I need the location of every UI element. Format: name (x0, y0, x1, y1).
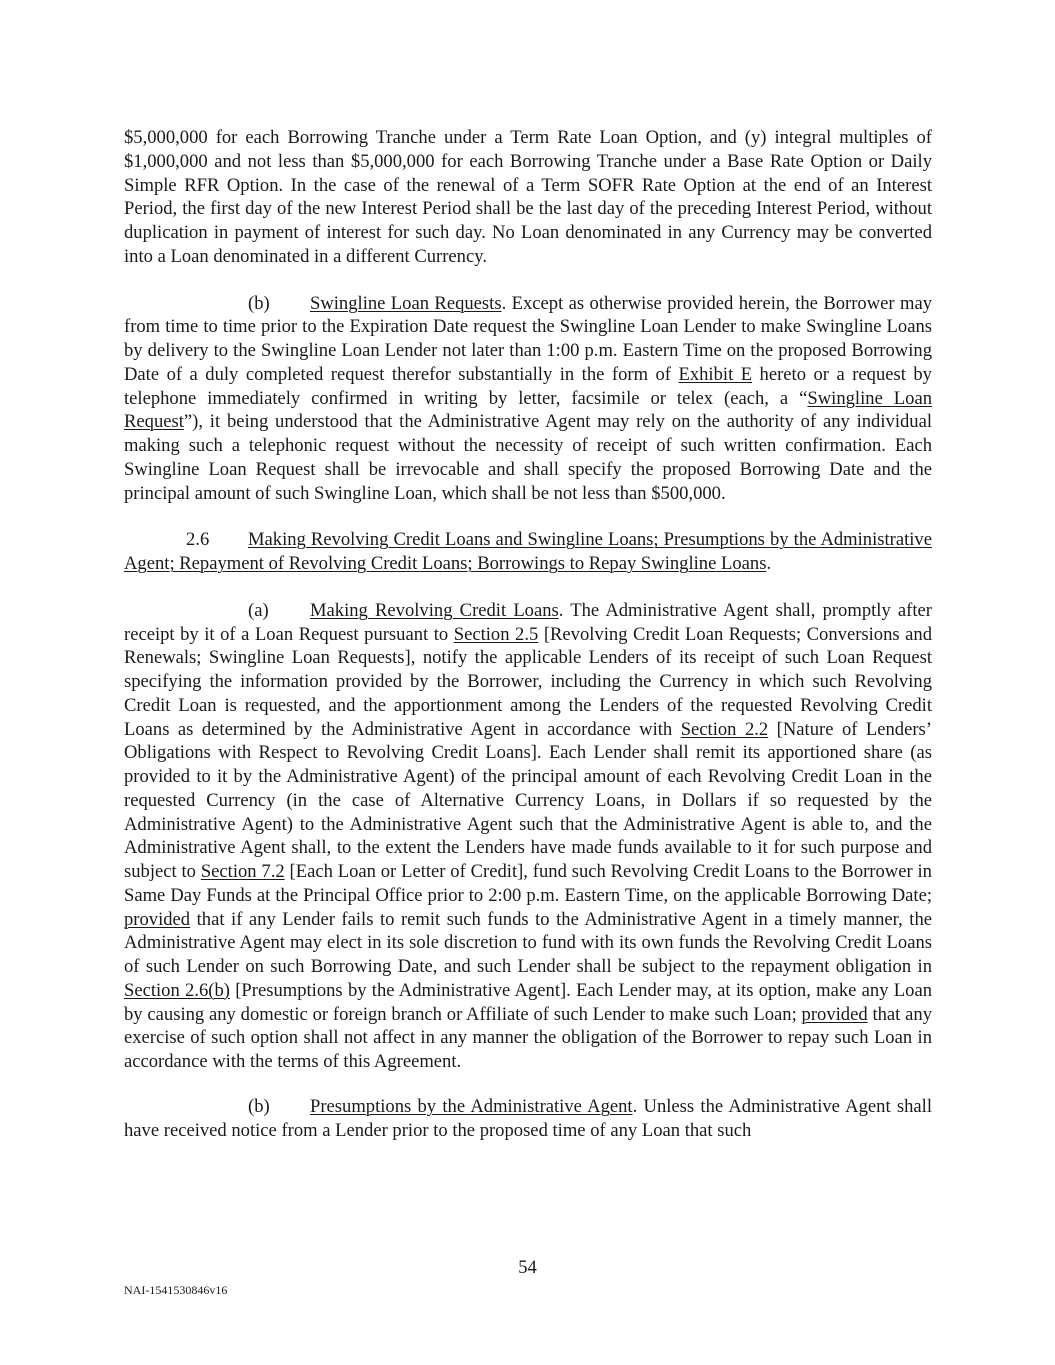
paragraph-text: $5,000,000 for each Borrowing Tranche under a Term Rate Loan Option, and (y) integral multiples of $1,000,000 and not less than $5,000,000 for each Borrowing Tranche under a Base Rate Option or Daily Simple RFR Option. In the case of the renewal of a Term SOFR Rate Option at the end of an Interest Period, the first day of the new Interest Period shall be the last day of the preceding Interest Period, without duplication in payment of interest for such day. No Loan denominated in any Currency may be converted into a Loan denominated in a different Currency. (124, 127, 932, 267)
section-heading-2-6: 2.6 Making Revolving Credit Loans and Swingline Loans; Presumptions by the Administrative Agent; Repayment of Revolving Credit Loans; Borrowings to Repay Swingline Loans. (124, 529, 932, 574)
clause-label: (b) (248, 1095, 270, 1117)
clause-heading: Presumptions by the Administrative Agent (310, 1095, 633, 1117)
section-number: 2.6 (186, 529, 210, 551)
defined-term: Swingline Loan Request (124, 387, 932, 433)
paragraph-presumptions: (b) Presumptions by the Administrative Agent. Unless the Administrative Agent shall have received notice from a Lender prior to the proposed time of any Loan that such (124, 1095, 932, 1141)
paragraph-swingline-loan-requests: (b) Swingline Loan Requests. Except as otherwise provided herein, the Borrower may from time to time prior to the Expiration Date request the Swingline Loan Lender to make Swingline Loans by delivery to the Swingline Loan Lender not later than 1:00 p.m. Eastern Time on the proposed Borrowing Date of a duly completed request therefor substantially in the form of Exhibit E hereto or a request by telephone immediately confirmed in writing by letter, facsimile or telex (each, a “Swingline Loan Request”), it being understood that the Administrative Agent may rely on the authority of any individual making such a telephonic request without the necessity of receipt of such written confirmation. Each Swingline Loan Request shall be irrevocable and shall specify the proposed Borrowing Date and the principal amount of such Swingline Loan, which shall be not less than $500,000. (124, 292, 932, 504)
clause-heading: Making Revolving Credit Loans (310, 599, 559, 621)
cross-reference: Section 2.6(b) (124, 979, 230, 1001)
clause-label: (b) (248, 292, 270, 314)
clause-heading: Swingline Loan Requests (310, 292, 502, 314)
paragraph-making-revolving-credit-loans: (a) Making Revolving Credit Loans. The Administrative Agent shall, promptly after receipt by it of a Loan Request pursuant to Section 2.5 [Revolving Credit Loan Requests; Conversions and Renewals; Swingline Loan Requests], notify the applicable Lenders of its receipt of such Loan Request specifying the information provided by the Borrower, including the Currency in which such Revolving Credit Loan is requested, and the apportionment among the Lenders of the requested Revolving Credit Loans as determined by the Administrative Agent in accordance with Section 2.2 [Nature of Lenders’ Obligations with Respect to Revolving Credit Loans]. Each Lender shall remit its apportioned share (as provided to it by the Administrative Agent) of the principal amount of each Revolving Credit Loan in the requested Currency (in the case of Alternative Currency Loans, in Dollars if so requested by the Administrative Agent) to the Administrative Agent such that the Administrative Agent is able to, and the Administrative Agent shall, to the extent the Lenders have made funds available to it for such purpose and subject to Section 7.2 [Each Loan or Letter of Credit], fund such Revolving Credit Loans to the Borrower in Same Day Funds at the Principal Office prior to 2:00 p.m. Eastern Time, on the applicable Borrowing Date; provided that if any Lender fails to remit such funds to the Administrative Agent in a timely manner, the Administrative Agent may elect in its sole discretion to fund with its own funds the Revolving Credit Loans of such Lender on such Borrowing Date, and such Lender shall be subject to the repayment obligation in Section 2.6(b) [Presumptions by the Administrative Agent]. Each Lender may, at its option, make any Loan by causing any domestic or foreign branch or Affiliate of such Lender to make such Loan; provided that any exercise of such option shall not affect in any manner the obligation of the Borrower to repay such Loan in accordance with the terms of this Agreement. (124, 599, 933, 1072)
page-number: 54 (518, 1257, 537, 1278)
proviso-term: provided (124, 908, 191, 930)
cross-reference: Exhibit E (678, 363, 753, 385)
paragraph-continuation (124, 126, 932, 269)
cross-reference: Section 7.2 (200, 861, 285, 882)
document-id: NAI-1541530846v16 (124, 1283, 228, 1297)
clause-label: (a) (248, 599, 269, 621)
proviso-term: provided (801, 1003, 868, 1025)
cross-reference: Section 2.5 (453, 623, 539, 645)
document-body (124, 126, 932, 1142)
section-title: Making Revolving Credit Loans and Swingline Loans; Presumptions by the Administrative Agent; Repayment of Revolving Credit Loans; Borrowings to Repay Swingline Loans (124, 529, 932, 574)
cross-reference: Section 2.2 (680, 718, 769, 740)
